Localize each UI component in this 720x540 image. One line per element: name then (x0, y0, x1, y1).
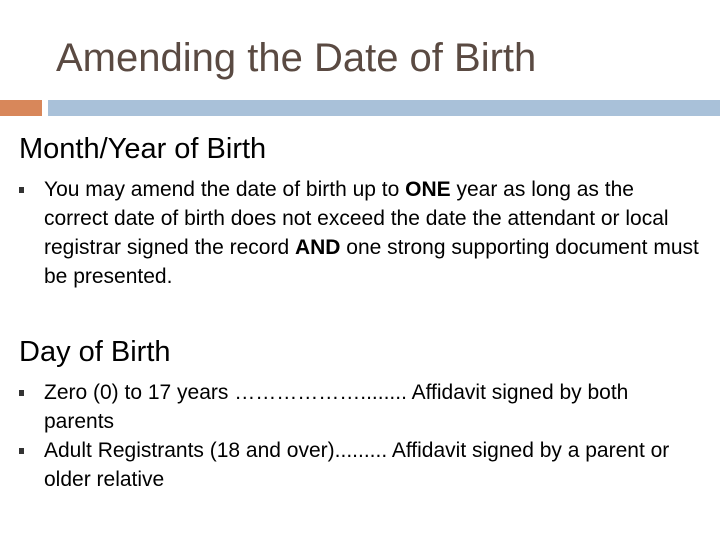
bullet-text: Zero (0) to 17 years ………………........ Affidavit signed by both parents (44, 381, 629, 433)
bullet-text: Adult Registrants (18 and over)......... Affidavit signed by a parent or older relative (44, 439, 670, 491)
bullet-item-adult (19, 436, 700, 494)
bullet-item-amend-rule (19, 175, 700, 291)
section-month-year (19, 132, 700, 291)
square-bullet-icon (19, 448, 24, 454)
bullet-list-day (19, 378, 700, 494)
slide-title: Amending the Date of Birth (56, 36, 537, 80)
bullet-text-part: one strong supporting document must be presented. (44, 236, 699, 288)
section-heading-month-year: Month/Year of Birth (19, 133, 267, 165)
section-day (19, 335, 700, 494)
bullet-text-emphasis-and: AND (294, 236, 341, 259)
square-bullet-icon (19, 187, 24, 193)
title-rule-bar (48, 100, 720, 116)
section-heading-day: Day of Birth (19, 336, 171, 368)
bullet-text-part: year as long as the correct date of birth does not exceed the date the attendant or local registrar signed the record (44, 178, 669, 259)
bullet-list-month-year (19, 175, 700, 291)
square-bullet-icon (19, 390, 24, 396)
title-accent-bar (0, 100, 42, 116)
bullet-text-part: You may amend the date of birth up to (44, 178, 406, 201)
bullet-item-minor (19, 378, 700, 436)
bullet-text-emphasis-one: ONE (405, 178, 451, 201)
